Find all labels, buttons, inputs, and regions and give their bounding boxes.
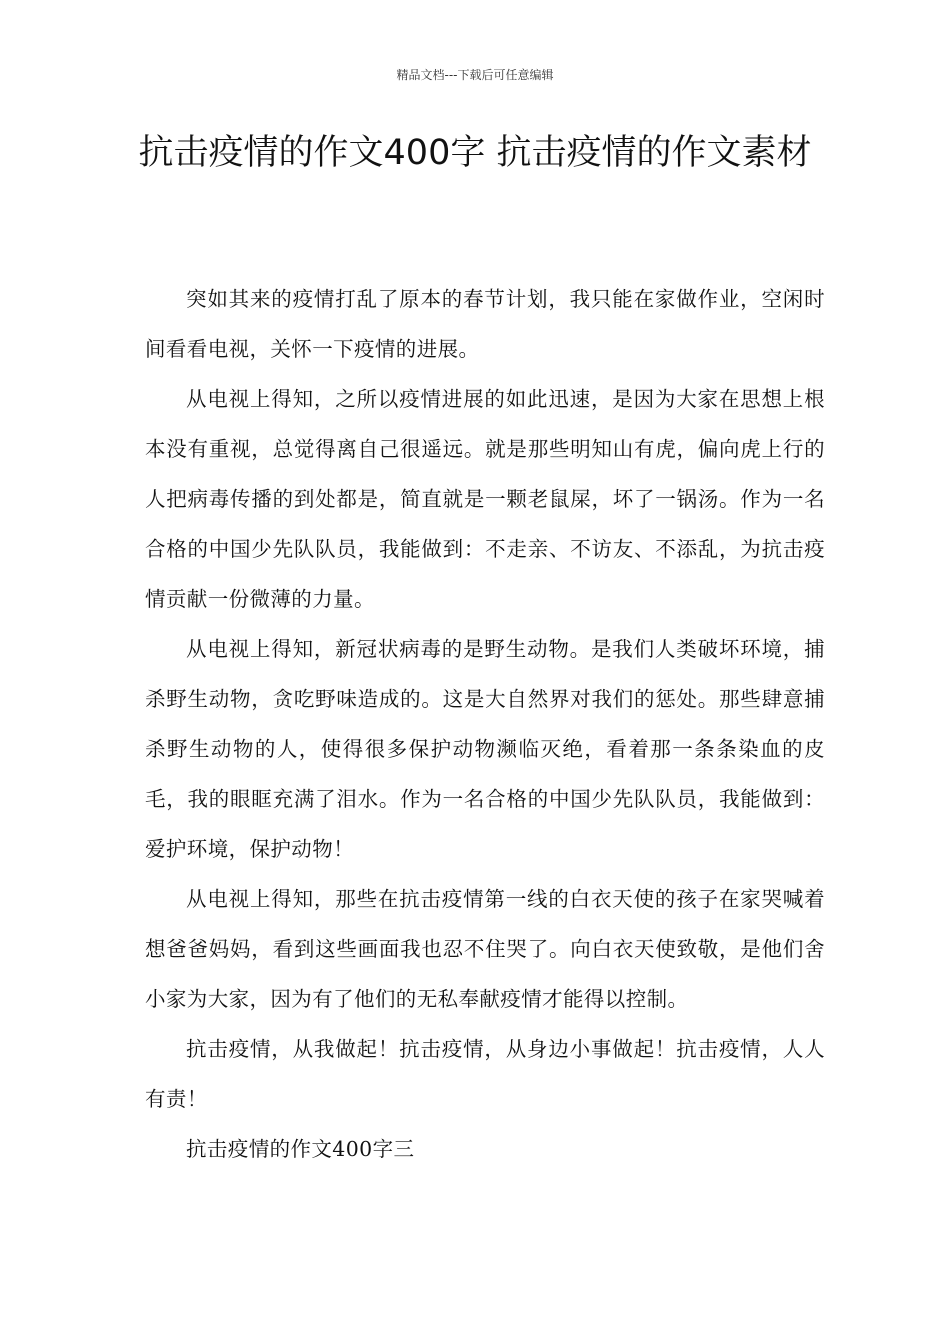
paragraph-1: 突如其来的疫情打乱了原本的春节计划，我只能在家做作业，空闲时间看看电视，关怀一下疫情的进展。 (145, 287, 825, 361)
paragraph-3: 从电视上得知，新冠状病毒的是野生动物。是我们人类破坏环境，捕杀野生动物，贪吃野味造成的。这是大自然界对我们的惩处。那些肆意捕杀野生动物的人，使得很多保护动物濒临灭绝，看着那一条条染血的皮毛，我的眼眶充满了泪水。作为一名合格的中国少先队队员，我能做到：爱护环境，保护动物！ (145, 637, 825, 861)
paragraph-4: 从电视上得知，那些在抗击疫情第一线的白衣天使的孩子在家哭喊着想爸爸妈妈，看到这些画面我也忍不住哭了。向白衣天使致敬，是他们舍小家为大家，因为有了他们的无私奉献疫情才能得以控制。 (145, 887, 825, 1011)
paragraph-2: 从电视上得知，之所以疫情进展的如此迅速，是因为大家在思想上根本没有重视，总觉得离自己很遥远。就是那些明知山有虎，偏向虎上行的人把病毒传播的到处都是，简直就是一颗老鼠屎，坏了一锅汤。作为一名合格的中国少先队队员，我能做到：不走亲、不访友、不添乱，为抗击疫情贡献一份微薄的力量。 (145, 387, 825, 611)
document-body (145, 274, 825, 1174)
header-note: 精品文档---下载后可任意编辑 (396, 68, 554, 82)
paragraph-5: 抗击疫情，从我做起！抗击疫情，从身边小事做起！抗击疫情，人人有责！ (145, 1037, 825, 1111)
document-title: 抗击疫情的作文400字 抗击疫情的作文素材 (138, 133, 812, 173)
section-heading: 抗击疫情的作文400字三 (186, 1137, 415, 1161)
